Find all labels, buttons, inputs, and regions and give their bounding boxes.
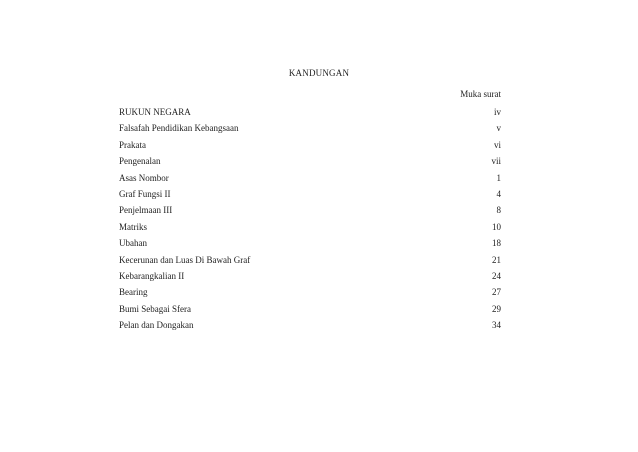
toc-entry-label: Asas Nombor xyxy=(119,172,169,183)
toc-entry-label: Pelan dan Dongakan xyxy=(119,320,194,331)
toc-entry-penjelmaan xyxy=(119,202,501,218)
page-title: KANDUNGAN xyxy=(288,68,350,78)
toc-entry-page: 1 xyxy=(496,172,501,183)
toc-entry-bearing xyxy=(119,284,501,300)
toc-entry-page: 8 xyxy=(496,205,501,216)
toc-entry-page: 29 xyxy=(492,303,501,314)
toc-entry-label: Bumi Sebagai Sfera xyxy=(119,303,191,314)
toc-entry-rukun-negara xyxy=(119,104,501,120)
toc-entry-page: 24 xyxy=(492,270,501,281)
table-of-contents xyxy=(119,104,501,333)
toc-entry-page: 21 xyxy=(492,254,501,265)
toc-entry-label: Prakata xyxy=(119,139,146,150)
toc-entry-page: v xyxy=(496,123,501,134)
toc-entry-page: 4 xyxy=(496,188,501,199)
toc-entry-label: Matriks xyxy=(119,221,147,232)
toc-entry-page: 18 xyxy=(492,238,501,249)
toc-entry-label: RUKUN NEGARA xyxy=(119,107,191,117)
toc-entry-pengenalan xyxy=(119,153,501,169)
toc-entry-matriks xyxy=(119,219,501,235)
toc-entry-page: 10 xyxy=(492,221,501,232)
toc-entry-label: Kebarangkalian II xyxy=(119,270,185,281)
toc-entry-page: vi xyxy=(493,139,501,150)
toc-entry-graf-fungsi xyxy=(119,186,501,202)
toc-entry-page: 34 xyxy=(492,320,501,331)
toc-entry-label: Ubahan xyxy=(119,238,147,249)
toc-entry-label: Pengenalan xyxy=(119,156,161,167)
toc-entry-kebarangkalian xyxy=(119,268,501,284)
toc-entry-label: Penjelmaan III xyxy=(119,205,173,216)
toc-entry-asas-nombor xyxy=(119,170,501,186)
page-column-header: Muka surat xyxy=(460,89,501,99)
toc-entry-label: Bearing xyxy=(119,287,148,298)
toc-entry-label: Graf Fungsi II xyxy=(119,188,171,199)
toc-entry-falsafah xyxy=(119,120,501,136)
toc-entry-page: iv xyxy=(493,107,501,117)
toc-entry-prakata xyxy=(119,137,501,153)
toc-entry-label: Kecerunan dan Luas Di Bawah Graf xyxy=(119,254,251,265)
toc-entry-page: vii xyxy=(491,156,501,167)
toc-entry-ubahan xyxy=(119,235,501,251)
toc-entry-bumi-sfera xyxy=(119,301,501,317)
toc-entry-label: Falsafah Pendidikan Kebangsaan xyxy=(119,123,239,134)
toc-entry-kecerunan xyxy=(119,252,501,268)
toc-entry-page: 27 xyxy=(492,287,501,298)
toc-entry-pelan-dongakan xyxy=(119,317,501,333)
